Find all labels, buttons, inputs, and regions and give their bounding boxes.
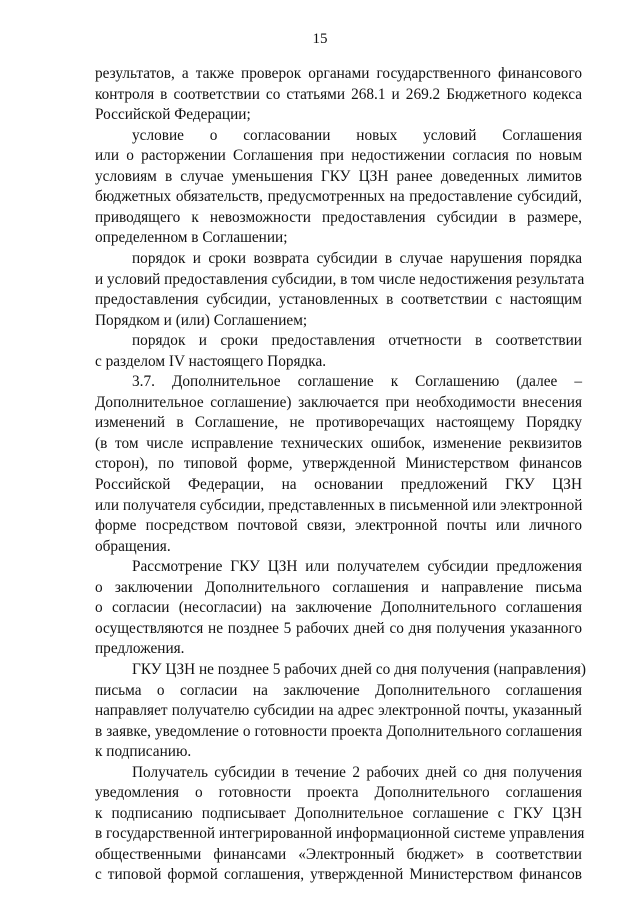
text-line: Российской Федерации, на основании предложений ГКУ ЦЗН [95, 476, 582, 493]
text-line: и условий предоставления субсидии, в том числе недостижения результата [95, 270, 585, 288]
text-line: письма о согласии на заключение Дополнительного соглашения [95, 681, 582, 699]
text-line: контроля в соответствии со статьями 268.1 и 269.2 Бюджетного кодекса [95, 85, 582, 103]
text-line: условиям в случае уменьшения ГКУ ЦЗН ранее доведенных лимитов [95, 167, 582, 185]
text-line: (в том числе исправление технических ошибок, изменение реквизитов [95, 434, 582, 452]
text-line: уведомления о готовности проекта Дополнительного соглашения [95, 784, 582, 802]
text-line: предложения. [95, 640, 185, 658]
text-line: Порядком и (или) Соглашением; [95, 311, 308, 329]
text-line: Получатель субсидии в течение 2 рабочих дней со дня получения [132, 763, 582, 781]
text-line: к подписанию. [95, 743, 192, 761]
page-number: 15 [312, 31, 328, 47]
text-line: с разделом IV настоящего Порядка. [95, 352, 327, 370]
text-line: о согласии (несогласии) на заключение Дополнительного соглашения [95, 599, 582, 617]
text-line: порядок и сроки предоставления отчетности в соответствии [132, 332, 582, 350]
text-line: порядок и сроки возврата субсидии в случае нарушения порядка [132, 249, 582, 267]
text-line: с типовой формой соглашения, утвержденной Министерством финансов [95, 866, 582, 884]
text-line: форме посредством почтовой связи, электронной почты или личного [95, 517, 582, 535]
text-line: приводящего к невозможности предоставления субсидии в размере, [95, 208, 582, 226]
text-line: осуществляются не позднее 5 рабочих дней со дня получения указанного [95, 619, 582, 637]
text-line: определенном в Соглашении; [95, 229, 288, 247]
text-line: сторон), по типовой форме, утвержденной Министерством финансов [95, 455, 582, 473]
text-line: изменений в Соглашение, не противоречащих настоящему Порядку [95, 414, 582, 432]
text-line: предоставления субсидии, установленных в соответствии с настоящим [95, 291, 582, 309]
text-line: или о расторжении Соглашения при недостижении согласия по новым [95, 147, 582, 165]
text-line: обращения. [95, 537, 171, 555]
text-line: Рассмотрение ГКУ ЦЗН или получателем субсидии предложения [132, 558, 582, 576]
text-line: Дополнительное соглашение) заключается при необходимости внесения [95, 393, 582, 411]
text-line: Российской Федерации; [95, 106, 251, 124]
text-line: в заявке, уведомление о готовности проекта Дополнительного соглашения [95, 722, 582, 740]
text-line: ГКУ ЦЗН не позднее 5 рабочих дней со дня получения (направления) [132, 660, 586, 678]
text-line: результатов, а также проверок органами государственного финансового [95, 65, 582, 82]
text-line: к подписанию подписывает Дополнительное соглашение с ГКУ ЦЗН [95, 804, 582, 822]
text-line: условие о согласовании новых условий Соглашения [132, 126, 582, 144]
text-line: бюджетных обязательств, предусмотренных на предоставление субсидий, [95, 188, 582, 206]
text-line: в государственной интегрированной информационной системе управления [95, 825, 585, 843]
text-line: о заключении Дополнительного соглашения и направление письма [95, 578, 582, 596]
text-line: или получателя субсидии, представленных в письменной или электронной [95, 496, 583, 514]
text-line: 3.7. Дополнительное соглашение к Соглашению (далее – [132, 373, 582, 391]
text-line: направляет получателю субсидии на адрес электронной почты, указанный [95, 702, 582, 720]
text-line: общественными финансами «Электронный бюджет» в соответствии [95, 845, 582, 863]
